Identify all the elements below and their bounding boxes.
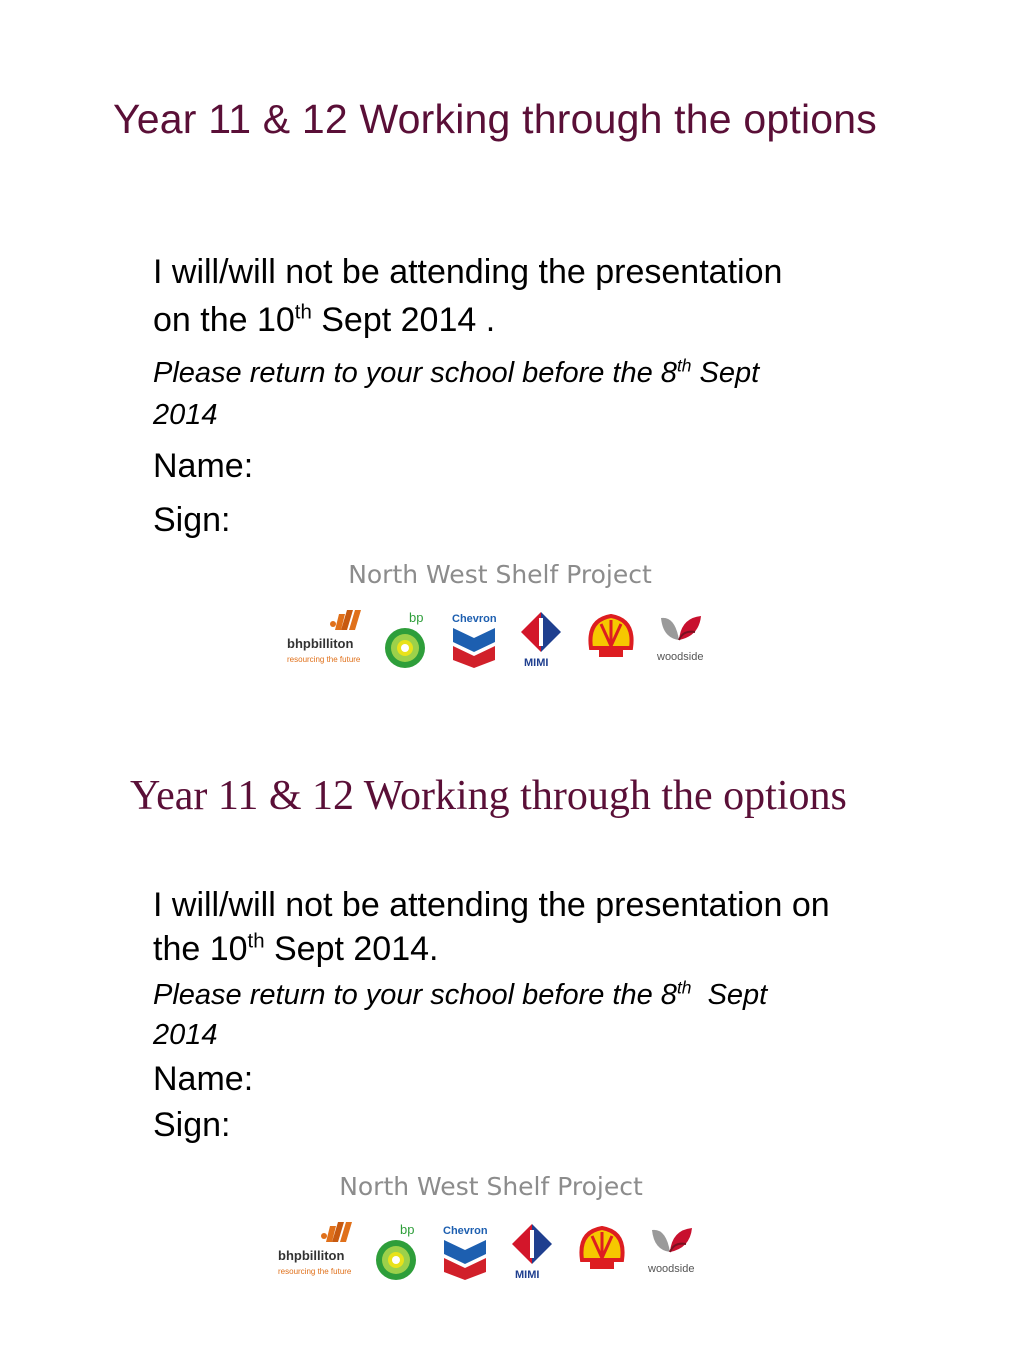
return-year: 2014 <box>153 399 218 431</box>
bp-logo <box>374 1222 422 1286</box>
bhp-billiton-logo <box>285 610 367 670</box>
name-field-label: Name: <box>153 1060 254 1098</box>
shell-logo <box>585 610 637 662</box>
partner-logos-block <box>285 560 715 690</box>
mimi-wordmark: MIMI <box>524 657 549 668</box>
sign-field-label: Sign: <box>153 1106 231 1144</box>
chevron-wordmark: Chevron <box>452 613 497 625</box>
form-body <box>153 883 924 1147</box>
attendance-statement <box>153 248 924 344</box>
statement-date: Sept 2014 . <box>311 301 496 339</box>
ordinal-suffix: th <box>676 977 692 998</box>
project-name: North West Shelf Project <box>348 560 652 589</box>
woodside-wordmark: woodside <box>648 1263 695 1275</box>
bp-logo <box>383 610 431 674</box>
form-body <box>153 248 924 542</box>
return-month: Sept <box>691 979 768 1011</box>
chevron-logo <box>449 610 499 670</box>
page-title: Year 11 & 12 Working through the options <box>130 773 847 819</box>
form-slip-2 <box>0 700 1024 1365</box>
mimi-logo <box>517 610 565 668</box>
shell-logo <box>576 1222 628 1274</box>
logo-strip <box>285 610 715 680</box>
chevron-logo <box>440 1222 490 1282</box>
statement-line-2: on the 10 <box>153 301 295 339</box>
return-month: Sept <box>691 357 760 389</box>
return-instruction <box>153 975 924 1055</box>
mimi-logo <box>508 1222 556 1280</box>
bhp-tagline: resourcing the future <box>287 655 361 664</box>
return-year: 2014 <box>153 1019 218 1051</box>
ordinal-suffix: th <box>247 930 265 953</box>
statement-date: Sept 2014. <box>264 930 439 968</box>
woodside-logo <box>644 1222 704 1280</box>
bhp-billiton-logo <box>276 1222 358 1282</box>
woodside-logo <box>653 610 713 668</box>
chevron-wordmark: Chevron <box>443 1225 488 1237</box>
woodside-wordmark: woodside <box>657 651 704 663</box>
statement-line-2: the 10 <box>153 930 248 968</box>
bp-wordmark: bp <box>409 610 424 625</box>
bp-wordmark: bp <box>400 1222 415 1237</box>
statement-line-1: I will/will not be attending the presentation <box>153 253 783 291</box>
project-name: North West Shelf Project <box>339 1172 643 1201</box>
return-text: Please return to your school before the 8 <box>153 979 677 1011</box>
mimi-wordmark: MIMI <box>515 1269 540 1280</box>
name-field-label: Name: <box>153 447 254 485</box>
ordinal-suffix: th <box>676 355 692 376</box>
partner-logos-block <box>276 1172 706 1302</box>
sign-field-label: Sign: <box>153 501 231 539</box>
logo-strip <box>276 1222 706 1292</box>
ordinal-suffix: th <box>294 301 312 324</box>
return-text: Please return to your school before the 8 <box>153 357 677 389</box>
bhp-wordmark: bhpbilliton <box>278 1248 345 1263</box>
statement-line-1: I will/will not be attending the presentation on <box>153 886 830 924</box>
bhp-tagline: resourcing the future <box>278 1267 352 1276</box>
page-title: Year 11 & 12 Working through the options <box>113 96 877 142</box>
bhp-wordmark: bhpbilliton <box>287 636 354 651</box>
return-instruction <box>153 352 924 436</box>
attendance-statement <box>153 883 924 971</box>
